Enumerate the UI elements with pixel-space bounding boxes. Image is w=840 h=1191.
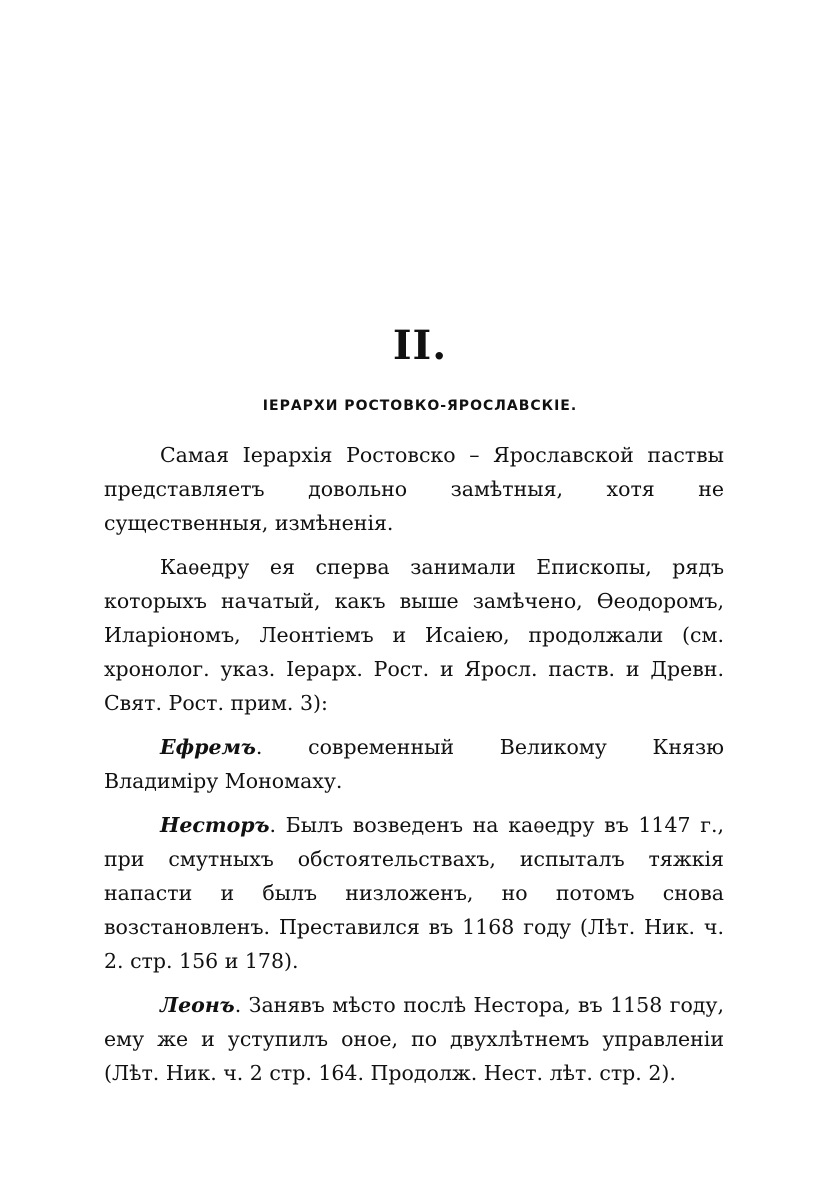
paragraph-text: . Былъ возведенъ на каѳедру въ 1147 г., при смутныхъ обстоятельствахъ, испыталъ тяжкiя напасти и былъ низложенъ, но потомъ снова возстановленъ. Преставился въ 1168 году (Лѣт. Ник. ч. 2. стр. 156 и 178). <box>104 813 724 973</box>
hierarch-name: Несторъ <box>160 813 270 837</box>
paragraph-nestor <box>104 808 724 978</box>
section-number: II. <box>392 322 448 369</box>
hierarch-name: Ефремъ <box>160 735 256 759</box>
paragraph-leon <box>104 988 724 1090</box>
paragraph-bishops <box>104 550 724 720</box>
paragraph-text: . Занявъ мѣсто послѣ Нестора, въ 1158 году, ему же и уступилъ оное, по двухлѣтнемъ управленiи (Лѣт. Ник. ч. 2 стр. 164. Продолж. Нест. лѣт. стр. 2). <box>104 993 724 1085</box>
paragraph-intro <box>104 438 724 540</box>
body-text <box>104 438 724 1090</box>
paragraph-text: Каѳедру ея сперва занимали Епископы, рядъ которыхъ начатый, какъ выше замѣчено, Ѳеодоромъ, Иларiономъ, Леонтiемъ и Исаiею, продолжали (см. хронолог. указ. Iерарх. Рост. и Яросл. паств. и Древн. Свят. Рост. прим. 3): <box>104 555 724 715</box>
paragraph-efrem <box>104 730 724 798</box>
hierarch-name: Леонъ <box>160 993 235 1017</box>
paragraph-text: Самая Iерархiя Ростовско – Ярославской паствы представляетъ довольно замѣтныя, хотя не существенныя, измѣненiя. <box>104 443 724 535</box>
section-title: IЕРАРХИ РОСТОВКО-ЯРОСЛАВСКIЕ. <box>262 398 578 414</box>
paragraph-text: . современный Великому Князю Владимiру Мономаху. <box>104 735 724 793</box>
